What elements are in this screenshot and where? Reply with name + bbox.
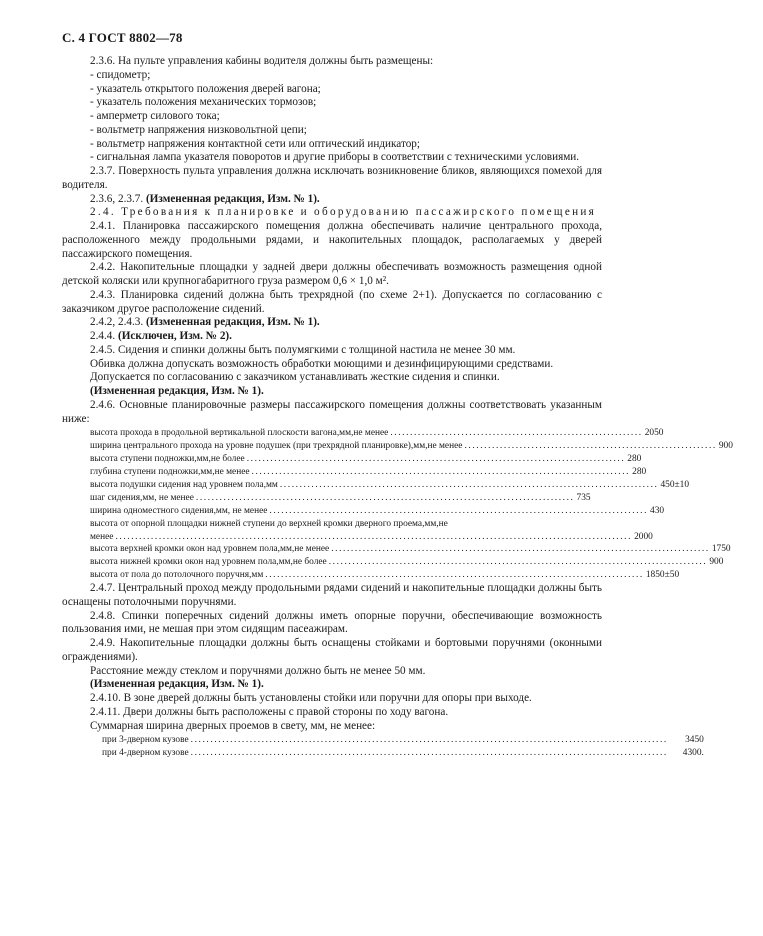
clause-2-4-4 [62, 330, 602, 344]
row-value: 1750 [711, 544, 731, 555]
table-row: высота ступени подножки,мм,не более ................................................................................................ 280 [90, 453, 602, 466]
clause-2-3-6-intro: 2.3.6. На пульте управления кабины водителя должны быть размещены: [90, 55, 434, 67]
row-label: менее [90, 531, 114, 542]
clause-2-4-3: 2.4.3. Планировка сидений должна быть трехрядной (по схеме 2+1). Допускается по согласованию с заказчиком другое расположение сидений. [62, 288, 602, 315]
table-row: шаг сидения,мм, не менее ................................................................................................ 735 [90, 492, 602, 505]
row-value: 280 [632, 466, 647, 477]
amendment-prefix: 2.3.6, 2.3.7. [90, 192, 146, 205]
row-value: 3450 [685, 735, 704, 746]
table-row: ширина одноместного сидения,мм, не менее ................................................................................................ 430 [90, 505, 602, 518]
table-row: при 4-дверном кузове ......................................................................................................................... 4300. [102, 748, 704, 759]
row-value: 2000 [634, 531, 653, 542]
amendment-note [62, 193, 602, 207]
table-row: высота верхней кромки окон над уровнем пола,мм,не менее ................................................................................................ 1750 [90, 543, 602, 556]
clause-2-4-10: 2.4.10. В зоне дверей должны быть установлены стойки или поручни для опоры при выходе. [90, 692, 532, 705]
table-row: при 3-дверном кузове ......................................................................................................................... 3450 [102, 735, 704, 746]
clause-excluded-note: (Исключен, Изм. № 2). [117, 330, 232, 342]
amendment-bold: (Измененная редакция, Изм. № 1). [145, 316, 320, 329]
row-value: 2050 [644, 428, 664, 439]
table-row: высота прохода в продольной вертикальной плоскости вагона,мм,не менее ................................................................ 2050 [90, 427, 602, 440]
door-width-intro: Суммарная ширина дверных проемов в свету, мм, не менее: [90, 719, 376, 732]
list-item: - указатель положения механических тормозов; [90, 96, 317, 109]
door-width-table [102, 734, 704, 760]
table-row: ширина центрального прохода на уровне подушек (при трехрядной планировке),мм,не менее ................................................................ 900 [90, 440, 602, 453]
row-value: 430 [650, 505, 665, 516]
row-label: при 4-дверном кузове [102, 748, 189, 759]
table-row: высота подушки сидения над уровнем пола,мм ................................................................................................ 450±10 [90, 479, 602, 492]
page-header: С. 4 ГОСТ 8802—78 [62, 30, 183, 45]
table-row: высота нижней кромки окон над уровнем пола,мм,не более ................................................................................................ 900 [90, 556, 602, 569]
clause-2-4-8: 2.4.8. Спинки поперечных сидений должны иметь опорные поручни, обеспечивающие возможность пользования ими, не мешая при этом сидящим пасеажирам. [62, 609, 602, 636]
row-label: при 3-дверном кузове [102, 735, 189, 746]
clause-2-4-9-distance: Расстояние между стеклом и поручнями должно быть не менее 50 мм. [90, 664, 426, 677]
list-item: - сигнальная лампа указателя поворотов и другие приборы в соответствии с техническими условиями. [90, 151, 580, 164]
table-row: глубина ступени подножки,мм,не менее ................................................................................................ 280 [90, 466, 602, 479]
list-item: - вольтметр напряжения низковольтной цепи; [90, 123, 307, 136]
amendment-bold: (Измененная редакция, Изм. № 1). [145, 192, 320, 205]
row-value: 735 [576, 492, 591, 503]
clause-2-4-5: 2.4.5. Сидения и спинки должны быть полумягкими с толщиной настила не менее 30 мм. [90, 343, 516, 356]
list-item: - вольтметр напряжения контактной сети или оптический индикатор; [90, 137, 420, 150]
clause-2-4-5-upholstery: Обивка должна допускать возможность обработки моющими и дезинфицирующими средствами. [90, 357, 554, 370]
amendment-note [62, 316, 602, 330]
table-row-label-line: высота от опорной площадки нижней ступени до верхней кромки дверного проема,мм,не [90, 518, 448, 529]
clause-2-4-5-hard-seats: Допускается по согласованию с заказчиком устанавливать жесткие сидения и спинки. [90, 371, 500, 384]
row-value: 1850±50 [645, 570, 680, 581]
row-label: шаг сидения,мм, не менее [90, 492, 194, 503]
clause-2-4-7: 2.4.7. Центральный проход между продольными рядами сидений и накопительные площадки должны быть оснащены потолочными поручнями. [62, 582, 602, 608]
row-value: 450±10 [660, 479, 690, 490]
row-label: высота прохода в продольной вертикальной плоскости вагона,мм,не менее [90, 428, 389, 439]
row-label: высота подушки сидения над уровнем пола,мм [90, 479, 278, 490]
dimensions-table [90, 427, 733, 582]
clause-2-4-9: 2.4.9. Накопительные площадки должны быть оснащены стойками и бортовыми поручнями (оконными ограждениями). [62, 637, 602, 663]
clause-2-4-1: 2.4.1. Планировка пассажирского помещения должна обеспечивать наличие центрального прохода, расположенного между продольными рядами, и накопительных площадок, располагаемых у дверей пассажирского помещения. [62, 220, 602, 260]
row-label: высота верхней кромки окон над уровнем пола,мм,не менее [90, 544, 330, 555]
row-value: 4300. [682, 748, 704, 759]
section-2-4-heading: 2.4. Требования к планировке и оборудованию пассажирского помещения [90, 206, 597, 219]
row-value: 900 [718, 441, 733, 452]
table-row: менее ................................................................................................................................... 2000 [90, 531, 602, 544]
row-label: ширина одноместного сидения,мм, не менее [90, 505, 268, 516]
row-label: высота нижней кромки окон над уровнем пола,мм,не более [90, 557, 327, 568]
document-body [62, 55, 733, 760]
table-row: высота от пола до потолочного поручня,мм ................................................................................................ 1850±50 [90, 569, 602, 582]
row-label: высота ступени подножки,мм,не более [90, 454, 245, 465]
clause-2-4-6: 2.4.6. Основные планировочные размеры пассажирского помещения должны соответствовать указанным ниже: [62, 398, 602, 425]
row-label: ширина центрального прохода на уровне подушек (при трехрядной планировке),мм,не менее [90, 441, 463, 452]
clause-2-3-7: 2.3.7. Поверхность пульта управления должна исключать возникновение бликов, являющихся помехой для водителя. [62, 165, 602, 191]
amendment-prefix: 2.4.2, 2.4.3. [90, 316, 146, 329]
amendment-note: (Измененная редакция, Изм. № 1). [90, 385, 264, 397]
clause-prefix: 2.4.4. [90, 330, 118, 342]
row-value: 280 [627, 454, 642, 465]
row-value: 900 [709, 557, 724, 568]
clause-2-4-11: 2.4.11. Двери должны быть расположены с правой стороны по ходу вагона. [90, 705, 449, 718]
row-label: высота от пола до потолочного поручня,мм [90, 570, 264, 581]
row-label: глубина ступени подножки,мм,не менее [90, 466, 250, 477]
amendment-note: (Измененная редакция, Изм. № 1). [90, 678, 264, 691]
list-item: - спидометр; [90, 68, 151, 81]
list-item: - амперметр силового тока; [90, 110, 220, 122]
clause-2-4-2: 2.4.2. Накопительные площадки у задней двери должны обеспечивать возможность размещения одной детской коляски или крупногабаритного груза размером 0,6 × 1,0 м². [62, 261, 602, 287]
list-item: - указатель открытого положения дверей вагона; [90, 82, 321, 95]
